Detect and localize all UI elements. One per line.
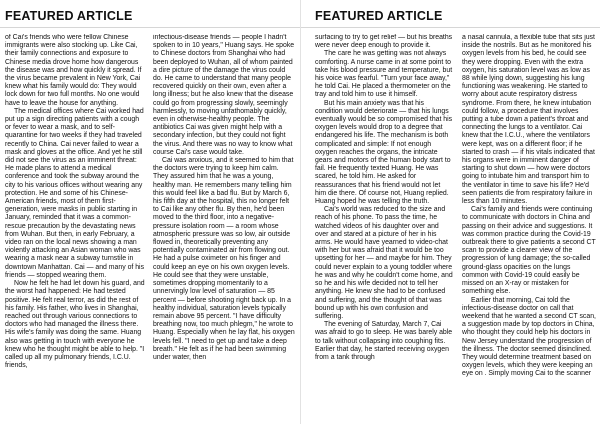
right-page <box>300 0 600 424</box>
article-column-4 <box>462 34 598 422</box>
article-paragraph: Cai's family and friends were continuing to communicate with doctors in China and passing on their advice and suggestions. It was common practice during the Covid-19 outbreak there to give patients a second CT scan to provide a clearer view of the progression of lung damage; the so-called ground-glass opacities on the lungs common with Covid-19 could easily be missed on an X-ray or mistaken for something else. <box>462 206 596 296</box>
article-paragraph: surfacing to try to get relief — but his breaths were never deep enough to provide it. <box>315 34 453 50</box>
header-divider <box>301 27 600 28</box>
article-paragraph: a nasal cannula, a flexible tube that sits just inside the nostrils. But as he monitored his oxygen levels from his bed, he could see they were dropping. Even with the extra oxygen, his saturation level was as low as 88 while lying down, suggesting his lung functioning was weakening. He started to worry about acute respiratory distress syndrome. From there, he knew intubation could follow, a procedure that involves putting a tube down a patient's throat and connecting the lungs to a ventilator. Cai knew that the I.C.U., where the ventilators were kept, was on a different floor; if he started to crash — if his vitals indicated that his organs were in imminent danger of starting to shut down — how were doctors going to intubate him and transport him to the ventilator in time to save his life? He'd seen patients die from respiratory failure in less than 10 minutes. <box>462 34 595 206</box>
article-paragraph: of Cai's friends who were fellow Chinese immigrants were also stocking up. Like Cai, their family connections and exposure to Chinese media drove home how dangerous the disease was and how quickly it spread. If the virus became prevalent in New York, Cai knew what his family would do: They would lock down for two full months. No one would have to leave the house for anything. <box>5 34 142 107</box>
article-paragraph: infectious-disease friends — people I hadn't spoken to in 10 years," Huang says. He spoke to Chinese doctors from Shanghai who had been deployed to Wuhan, all of whom painted a dire picture of the damage the virus could do. He came to understand that many people recovered quickly on their own, even after a long illness; but he also knew that the disease could go from progressing slowly, seemingly harmlessly, to moving unfathomably quickly, even in otherwise-healthy people. The antibiotics Cai was given might help with a secondary infection, but they could not fight the virus. And there was no way to know what course Cai's case would take. <box>153 34 295 156</box>
article-paragraph: Now he felt he had let down his guard, and the worst had happened: He had tested positive. He felt real terror, as did the rest of his family. His father, who lives in Shanghai, reached out through various connections to doctors who had managed the illness there. His wife's family was doing the same. Huang also was getting in touch with everyone he knew who he thought might be able to help. "I called up all my pulmonary friends, I.C.U. friends, <box>5 280 145 370</box>
article-paragraph: But his main anxiety was that his condition would deteriorate — that his lungs eventually would be so compromised that his oxygen levels would drop to a degree that endangered his life. The mechanism is both complicated and simple: If not enough oxygen reaches the organs, the intricate gears and motors of the human body start to fail. He frequently texted Huang. He was scared, he told him. He asked for reassurances that his friend would not let him die there. Of course not, Huang replied. Huang hoped he was telling the truth. <box>315 99 453 206</box>
header-divider <box>0 27 300 28</box>
page-header: FEATURED ARTICLE <box>315 9 443 23</box>
article-paragraph: Cai was anxious, and it seemed to him that the doctors were trying to keep him calm. They assured him that he was a young, healthy man. He remembers many telling him this would feel like a bad flu. But by March 6, his fifth day at the hospital, this no longer felt to Cai like any other flu. By then, he'd been moved to the third floor, into a negative-pressure isolation room — a room whose atmospheric pressure was so low, air outside flowed in, theoretically preventing any potentially contaminated air from flowing out. He had a pulse oximeter on his finger and could keep an eye on his own oxygen levels. He could see that they were unstable, sometimes dropping momentarily to a unnervingly low level of saturation — 85 percent — before shooting right back up. In a healthy individual, saturation levels typically remain above 95 percent. "I have difficulty breathing now, too much phlegm," he wrote to Huang. Especially when he lay flat, his oxygen levels fell. "I need to get up and take a deep breath." He felt as if he had been swimming under water, then <box>153 157 295 361</box>
article-paragraph: The evening of Saturday, March 7, Cai was afraid to go to sleep. He was barely able to talk without collapsing into coughing fits. Earlier that day, he started receiving oxygen from a tank through <box>315 321 453 361</box>
article-column-3 <box>315 34 453 422</box>
article-paragraph: The medical offices where Cai worked had put up a sign directing patients with a cough or fever to wear a mask, and to self-quarantine for two weeks if they had traveled recently to China. Cai never failed to wear a mask and gloves at the office. And yet he still did not see the virus as an imminent threat: He made plans to attend a medical conference and took the subway around the city to his various offices without wearing any protection. He and some of his Chinese-American friends, most of them first-generation, were masks in public starting in January, reminded that it was a common-rescue precaution by the devastating news from Wuhan. But then, in early February, a video ran on the local news showing a man violently attacking an Asian woman who was wearing a mask near a subway turnstile in downtown Manhattan. Cai — and many of his friends — stopped wearing them. <box>5 107 145 279</box>
article-column-2 <box>153 34 295 422</box>
article-paragraph: The care he was getting was not always comforting. A nurse came in at some point to take his blood pressure and temperature, but his voice was fearful. "Turn your face away," he told Cai. He placed a thermometer on the tray and told him to use it himself. <box>315 50 453 99</box>
article-paragraph: Cai's world was reduced to the size and reach of his phone. To pass the time, he watched videos of his daughter over and over and stared at a picture of her in his arms. He would have yearned to video-chat with her but was afraid that it would be too upsetting for her — and maybe for him. They could never explain to a young toddler where he was and why he couldn't come home, and so he and his wife decided not to tell her anything. He knew she had to be confused and suffering, and the thought of that was bound up with his own confusion and suffering. <box>315 206 453 320</box>
article-column-1 <box>5 34 147 422</box>
article-paragraph: Earlier that morning, Cai told the infectious-disease doctor on call that weekend that he wanted a second CT scan, a suggestion made by top doctors in China, who thought they could help his doctors in New Jersey understand the progression of the illness. The doctor seemed disinclined. They would determine treatment based on oxygen levels, which they were keeping an eye on . Simply moving Cai to the scanner <box>462 296 596 378</box>
page-header: FEATURED ARTICLE <box>5 9 133 23</box>
